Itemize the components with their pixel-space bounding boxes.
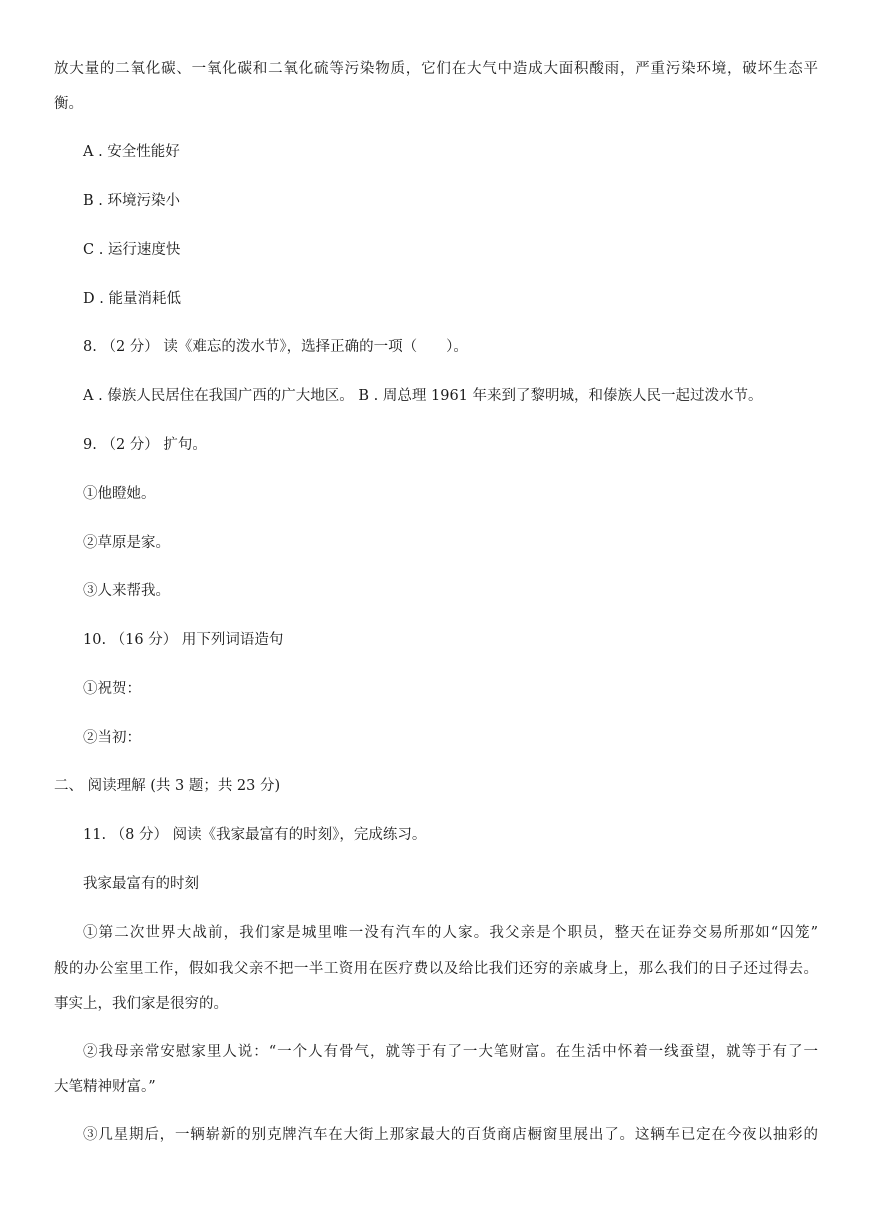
passage-p3-line-1: ③几星期后，一辆崭新的别克牌汽车在大街上那家最大的百货商店橱窗里展出了。这辆车已定在今夜以抽彩的 — [83, 1127, 818, 1143]
q9-item-2: ②草原是家。 — [83, 535, 170, 551]
q7-option-a: A . 安全性能好 — [83, 144, 180, 160]
q7-option-d: D . 能量消耗低 — [83, 291, 181, 307]
q10-item-1: ①祝贺： — [83, 681, 141, 697]
passage-p1-line-2: 般的办公室里工作，假如我父亲不把一半工资用在医疗费以及给比我们还穷的亲戚身上，那么我们的日子还过得去。 — [54, 961, 818, 977]
q7-stem-line-1: 放大量的二氧化碳、一氧化碳和二氧化硫等污染物质，它们在大气中造成大面积酸雨，严重污染环境，破坏生态平 — [54, 61, 818, 77]
passage-p1-line-3: 事实上，我们家是很穷的。 — [54, 996, 228, 1012]
q7-option-c: C . 运行速度快 — [83, 242, 181, 258]
passage-p2-line-2: 大笔精神财富。” — [54, 1079, 156, 1095]
q9-item-3: ③人来帮我。 — [83, 583, 170, 599]
q8-options: A . 傣族人民居住在我国广西的广大地区。 B . 周总理 1961 年来到了黎明城，和傣族人民一起过泼水节。 — [83, 388, 763, 404]
q10-stem: 10. （16 分） 用下列词语造句 — [83, 632, 284, 648]
q8-stem: 8. （2 分） 读《难忘的泼水节》，选择正确的一项（ ）。 — [83, 339, 468, 355]
q9-item-1: ①他瞪她。 — [83, 486, 156, 502]
q9-stem: 9. （2 分） 扩句。 — [83, 437, 207, 453]
passage-title: 我家最富有的时刻 — [83, 876, 199, 892]
passage-p2-line-1: ②我母亲常安慰家里人说：“一个人有骨气，就等于有了一大笔财富。在生活中怀着一线蚕望，就等于有了一 — [83, 1044, 818, 1060]
q7-stem-line-2: 衡。 — [54, 96, 83, 112]
passage-p1-line-1: ①第二次世界大战前，我们家是城里唯一没有汽车的人家。我父亲是个职员，整天在证券交易所那如“囚笼” — [83, 925, 818, 941]
q10-item-2: ②当初： — [83, 730, 141, 746]
section-2-heading: 二、 阅读理解 (共 3 题；共 23 分) — [54, 778, 281, 794]
q11-stem: 11. （8 分） 阅读《我家最富有的时刻》，完成练习。 — [83, 827, 427, 843]
q7-option-b: B . 环境污染小 — [83, 193, 180, 209]
